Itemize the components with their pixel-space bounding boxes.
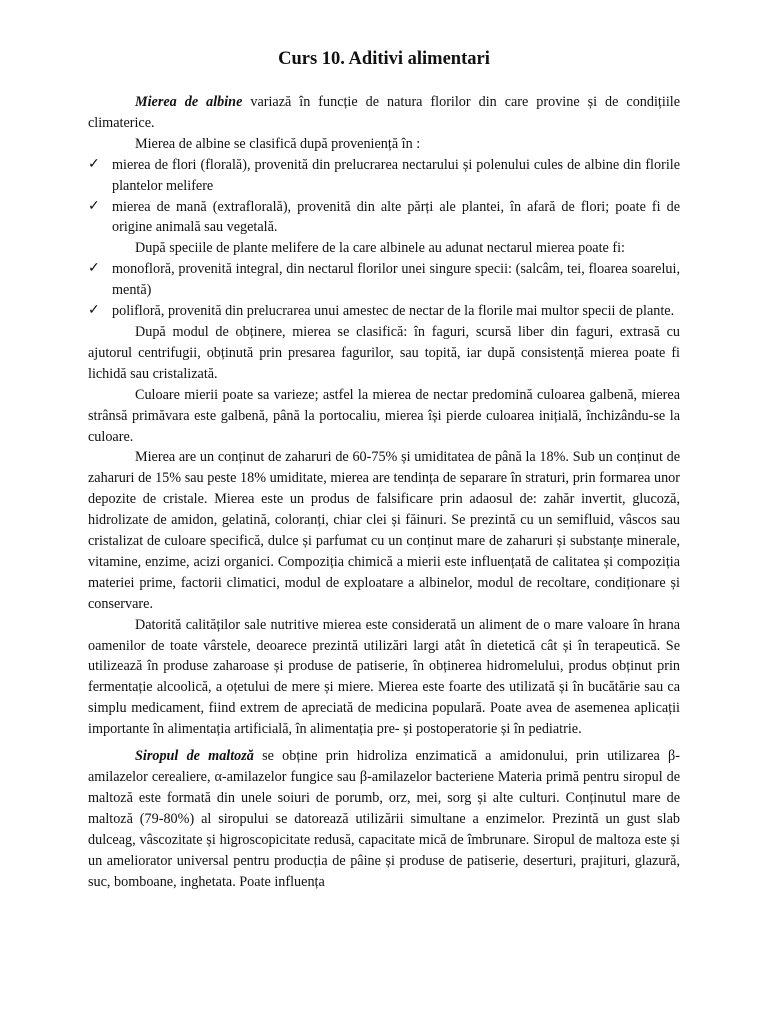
list-item: ✓ polifloră, provenită din prelucrarea unui amestec de nectar de la florile mai multor specii de plante.	[88, 301, 680, 322]
checkmark-icon: ✓	[88, 261, 100, 277]
paragraph-classification-species: După speciile de plante melifere de la care albinele au adunat nectarul mierea poate fi:	[135, 240, 626, 257]
paragraph-composition: Mierea are un conținut de zaharuri de 60-75% și umiditatea de până la 18%. Sub un conținut de zaharuri de 15% sau peste 18% umiditate, mierea are tendința de separare în straturi, prin formarea unor depozite de cristale. Mierea este un produs de falsificare prin adaosul de: zahăr invertit, glucoză, hidrolizate de amidon, gelatină, coloranți, chiar clei și făinuri. Se prezintă cu un semifluid, vâscos sau cristalizat de culoare specifică, dulce și parfumat cu un conținut mare de zaharuri și substanțe minerale, vitamine, enzime, acizi organici. Compoziția chimică a mierii este influențată de calitatea și compoziția materiei prime, factorii climatici, modul de exploatare a albinelor, modul de recoltare, condiționare și conservare.	[88, 449, 680, 612]
term-siropul-de-maltoza: Siropul de maltoză	[135, 748, 254, 765]
list-item: ✓ mierea de flori (florală), provenită din prelucrarea nectarului și polenului cules de albine din florile plantelor melifere	[88, 156, 680, 194]
checkmark-icon: ✓	[88, 303, 100, 319]
paragraph-uses: Datorită calităților sale nutritive mierea este considerată un aliment de o mare valoare în hrana oamenilor de toate vârstele, deoarece prezintă utilizări largi atât în dietetică cât și în terapeutică. Se utilizează în produse zaharoase și produse de patiserie, în obținerea hidromelului, produs obținut prin fermentație alcoolică, a oțetului de mere și miere. Mierea este foarte des utilizată și în bucătărie sau ca simplu medicament, fiind extrem de apreciată de medicina populară. Poate avea de asemenea aplicații importante în alimentația artificială, în alimentația pre- și postoperatorie și în pediatrie.	[88, 616, 680, 738]
term-mierea-de-albine: Mierea de albine	[135, 94, 243, 110]
checkmark-icon: ✓	[88, 198, 100, 214]
paragraph-maltose-syrup: Siropul de maltoză se obține prin hidroliza enzimatică a amidonului, prin utilizarea β-amilazelor cerealiere, α-amilazelor fungice sau β-amilazelor bacteriene Materia primă pentru siropul de maltoză este formată din unele soiuri de porumb, orz, mei, sorg și alte culturi. Conținutul mare de maltoză (79-80%) al siropului se datorează utilizării simultane a enzimelor. Prezintă un gust slab dulceag, vâscozitate și higroscopicitate redusă, capacitate mică de îmbrunare. Siropul de maltoza este și un ameliorator universal pentru producția de pâine și produse de patiserie, deserturi, prajituri, glazură, suc, bomboane, inghetata. Poate influența	[88, 748, 680, 890]
list-item: ✓ monofloră, provenită integral, din nectarul florilor unei singure specii: (salcâm, tei, floarea soarelui, mentă)	[88, 261, 680, 299]
origin-list	[88, 155, 680, 239]
paragraph-honey-intro: Mierea de albine variază în funcție de natura florilor din care provine și de condițiile climaterice.	[88, 94, 681, 131]
species-list	[88, 259, 680, 322]
paragraph-classification-origin: Mierea de albine se clasifică după proveniență în :	[135, 135, 421, 152]
paragraph-color: Culoare mierii poate sa varieze; astfel la mierea de nectar predomină culoarea galbenă, mierea strânsă primăvara este galbenă, până la portocaliu, mierea își pierde culoarea inițială, închizându-se la culoare.	[88, 386, 680, 445]
page-title: Curs 10. Aditivi alimentari	[278, 49, 490, 69]
paragraph-obtaining: După modul de obținere, mierea se clasifică: în faguri, scursă liber din faguri, extrasă cu ajutorul centrifugii, obținută prin presarea fagurilor, sau topită, iar după consistență mierea poate fi lichidă sau cristalizată.	[88, 323, 680, 382]
checkmark-icon: ✓	[88, 156, 100, 172]
list-item: ✓ mierea de mană (extraflorală), provenită din alte părți ale plantei, în afară de flori; poate fi de origine animală sau vegetală.	[88, 198, 680, 236]
document-body	[88, 92, 680, 892]
